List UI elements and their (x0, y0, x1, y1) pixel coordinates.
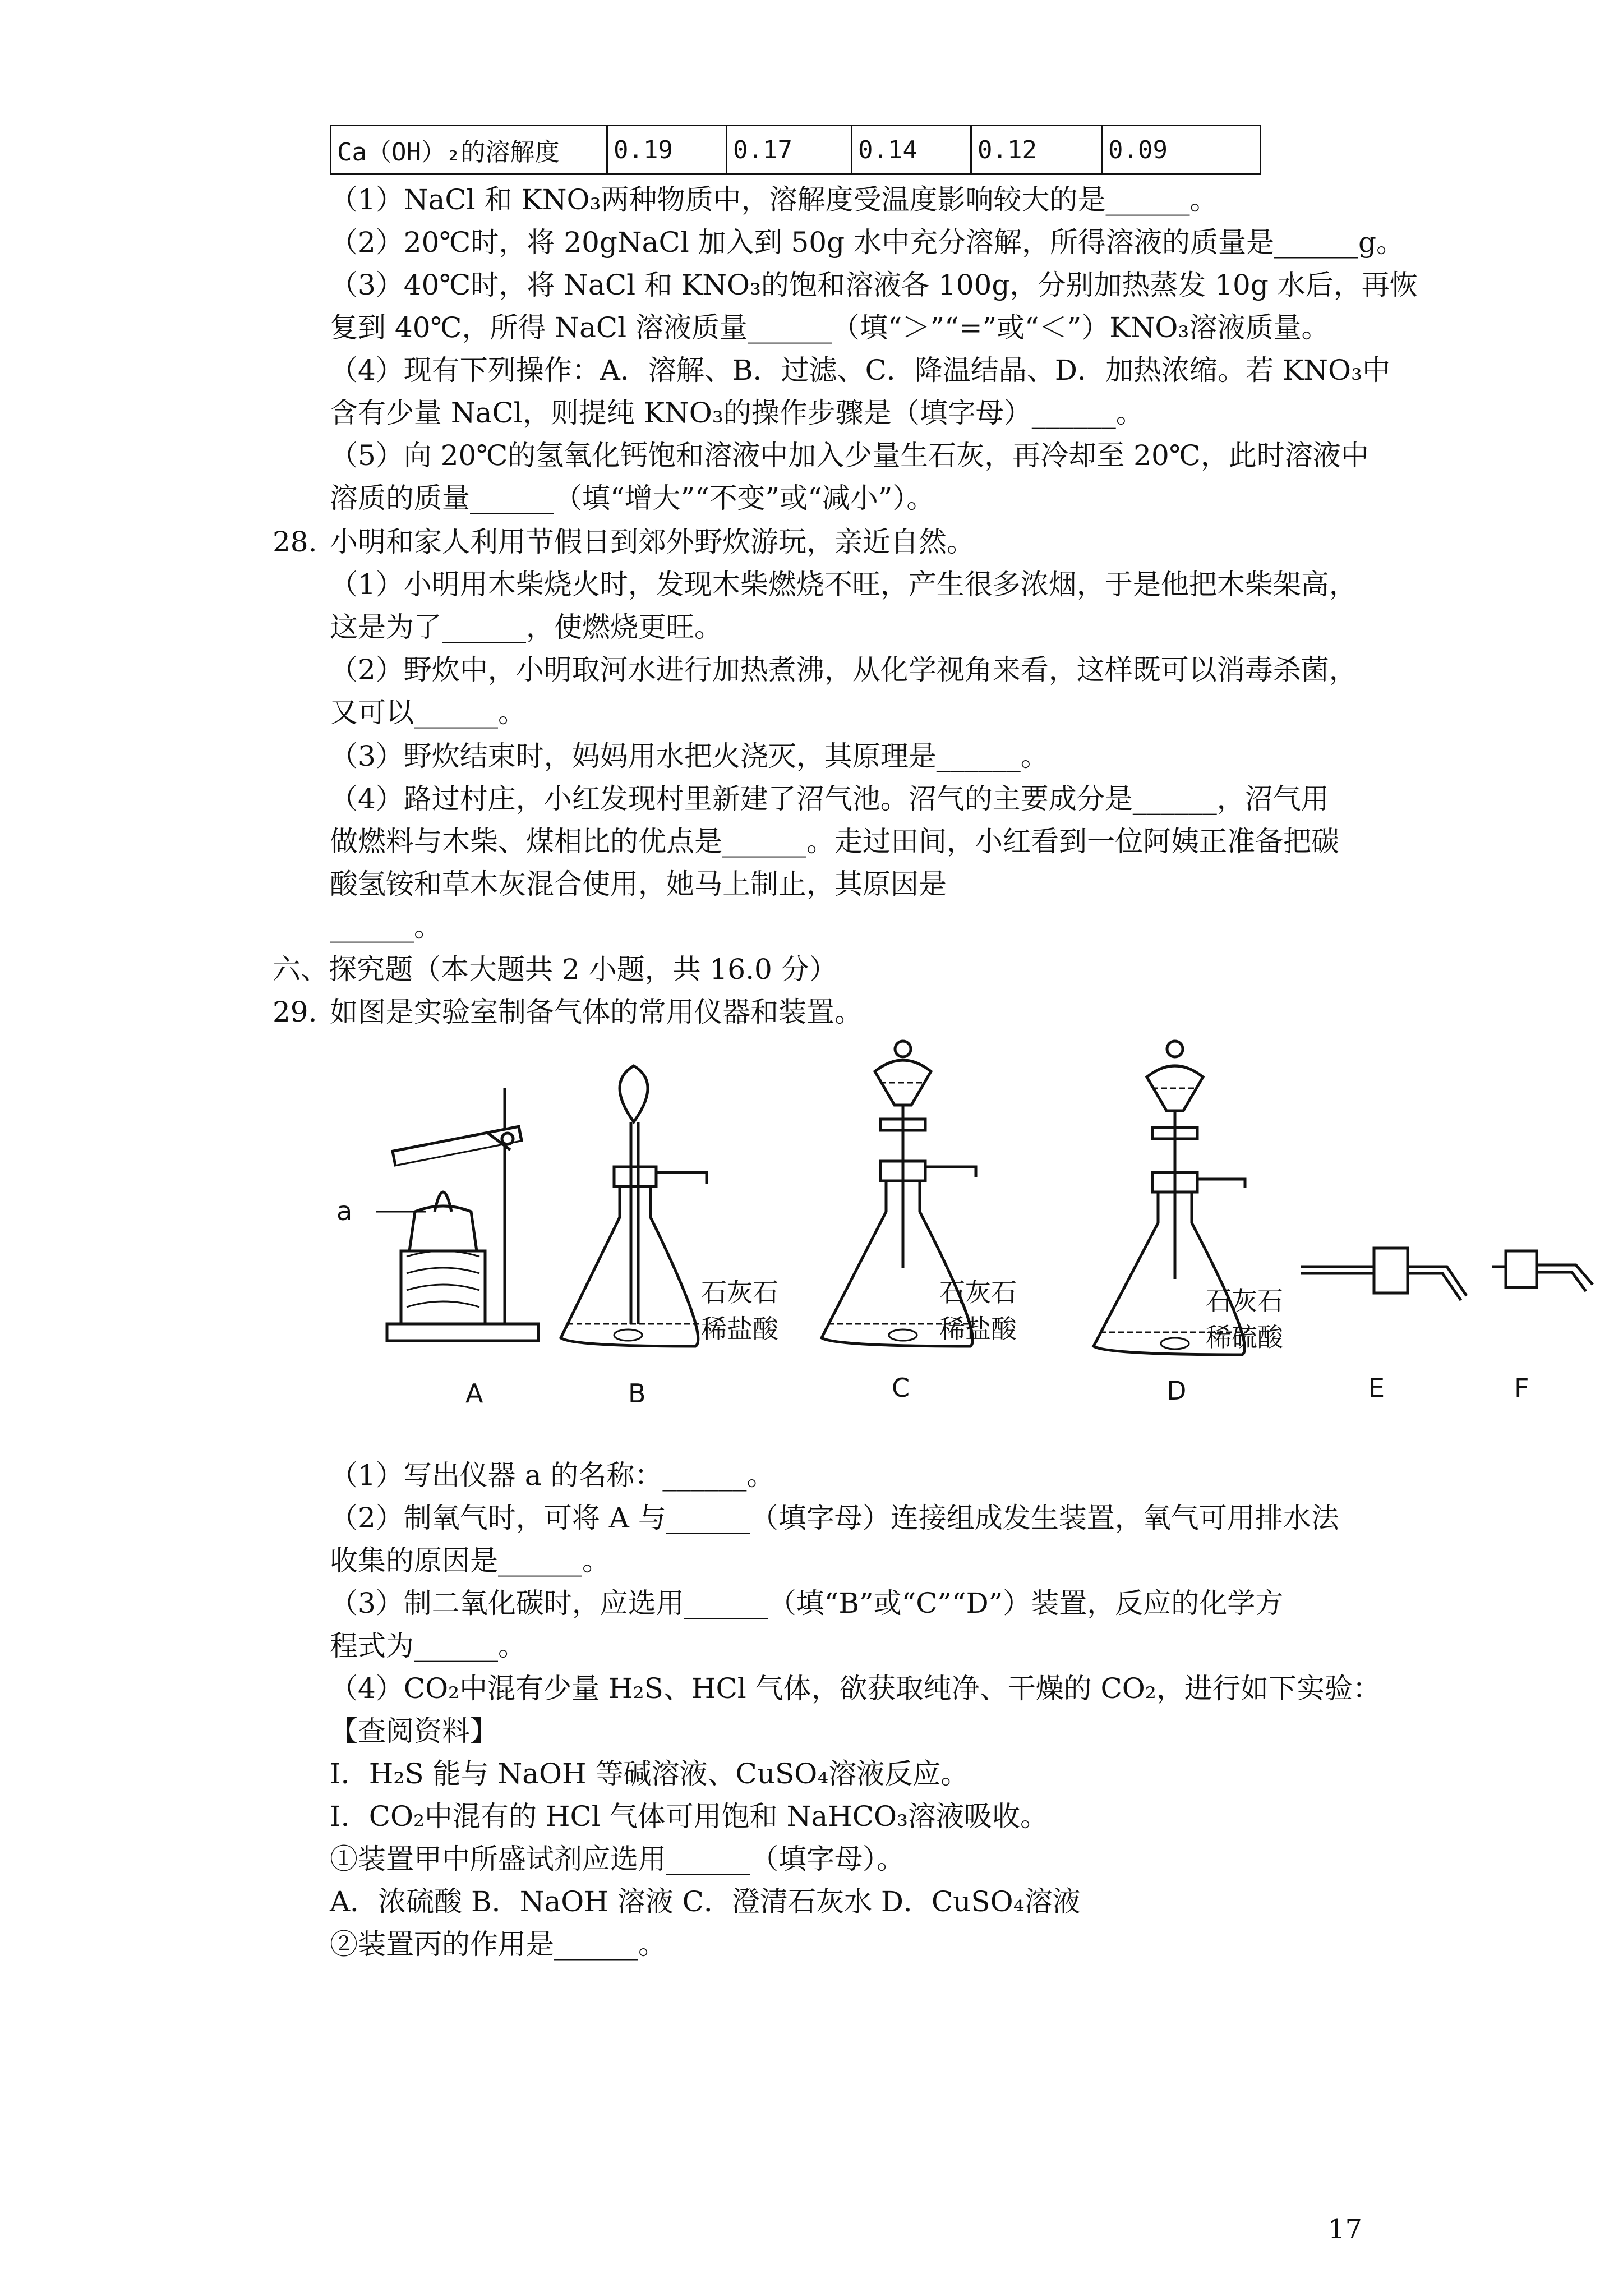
reagent-label: 稀盐酸 (701, 1314, 778, 1344)
q28-line: ______。 (330, 910, 442, 943)
q27-line: （3）40℃时，将 NaCl 和 KNO₃的饱和溶液各 100g，分别加热蒸发 10g 水后，再恢 (330, 269, 1418, 301)
apparatus-diagram (314, 1032, 1604, 1414)
table-cell: 0.17 (727, 126, 852, 174)
q29-line: A．浓硫酸 B．NaOH 溶液 C．澄清石灰水 D．CuSO₄溶液 (330, 1885, 1081, 1918)
q29-line: （4）CO₂中混有少量 H₂S、HCl 气体，欲获取纯净、干燥的 CO₂，进行如下实验： (330, 1672, 1381, 1705)
q29-line: （2）制氧气时，可将 A 与______（填字母）连接组成发生装置，氧气可用排水法 (330, 1502, 1339, 1534)
figure-label-D: D (1166, 1375, 1187, 1406)
apparatus-E (1301, 1248, 1467, 1300)
apparatus-B (561, 1066, 707, 1346)
q27-line: （2）20℃时，将 20gNaCl 加入到 50g 水中充分溶解，所得溶液的质量是______g。 (330, 226, 1405, 259)
q28-line: （1）小明用木柴烧火时，发现木柴燃烧不旺，产生很多浓烟，于是他把木柴架高， (330, 568, 1357, 601)
figure-label-F: F (1514, 1373, 1529, 1403)
q29-line: （3）制二氧化碳时，应选用______（填“B”或“C”“D”）装置，反应的化学方 (330, 1587, 1284, 1619)
q28-line: （3）野炊结束时，妈妈用水把火浇灭，其原理是______。 (330, 740, 1049, 772)
q27-line: 复到 40℃，所得 NaCl 溶液质量______（填“＞”“=”或“＜”）KNO₃溶液质量。 (330, 311, 1330, 344)
q29-line: 收集的原因是______。 (330, 1544, 610, 1577)
q28-line: 做燃料与木柴、煤相比的优点是______。走过田间，小红看到一位阿姨正准备把碳 (330, 825, 1339, 858)
q28-line: （2）野炊中，小明取河水进行加热煮沸，从化学视角来看，这样既可以消毒杀菌， (330, 654, 1357, 686)
q28-line: 这是为了______，使燃烧更旺。 (330, 611, 722, 643)
q27-line: 含有少量 NaCl，则提纯 KNO₃的操作步骤是（填字母）______。 (330, 397, 1144, 429)
figure-label-A: A (465, 1378, 483, 1409)
q29-line: ①装置甲中所盛试剂应选用______（填字母）。 (330, 1843, 905, 1875)
q27-line: （4）现有下列操作：A．溶解、B．过滤、C．降温结晶、D．加热浓缩。若 KNO₃中 (330, 354, 1391, 386)
apparatus-F (1492, 1251, 1593, 1291)
question-number: 29. (273, 996, 317, 1028)
table-cell: 0.19 (607, 126, 727, 174)
reagent-label: 稀盐酸 (939, 1314, 1017, 1344)
reagent-label: 石灰石 (701, 1277, 778, 1308)
q29-line: I．CO₂中混有的 HCl 气体可用饱和 NaHCO₃溶液吸收。 (330, 1800, 1049, 1833)
figure-label-C: C (892, 1373, 910, 1403)
q29-line: 【查阅资料】 (330, 1715, 498, 1747)
reagent-label: 石灰石 (939, 1277, 1017, 1308)
q28-line: （4）路过村庄，小红发现村里新建了沼气池。沼气的主要成分是______，沼气用 (330, 783, 1329, 815)
q27-line: （5）向 20℃的氢氧化钙饱和溶液中加入少量生石灰，再冷却至 20℃，此时溶液中 (330, 439, 1369, 472)
q27-line: 溶质的质量______（填“增大”“不变”或“减小”）。 (330, 482, 935, 514)
reagent-label: 稀硫酸 (1206, 1322, 1283, 1352)
question-title: 小明和家人利用节假日到郊外野炊游玩，亲近自然。 (330, 526, 975, 558)
question-number: 28. (273, 526, 317, 558)
table-cell: 0.14 (852, 126, 971, 174)
table-row (331, 126, 1261, 174)
figure-label-E: E (1368, 1373, 1385, 1403)
q29-line: I．H₂S 能与 NaOH 等碱溶液、CuSO₄溶液反应。 (330, 1757, 969, 1790)
table-row-label: Ca（OH）₂的溶解度 (331, 126, 607, 174)
q29-line: 程式为______。 (330, 1630, 526, 1662)
solubility-table (330, 125, 1261, 175)
q29-line: （1）写出仪器 a 的名称：______。 (330, 1459, 775, 1492)
reagent-label: 石灰石 (1206, 1286, 1283, 1316)
figure-label-B: B (628, 1378, 646, 1409)
section-heading: 六、探究题（本大题共 2 小题，共 16.0 分） (273, 953, 837, 986)
table-cell: 0.09 (1102, 126, 1261, 174)
q27-line: （1）NaCl 和 KNO₃两种物质中，溶解度受温度影响较大的是______。 (330, 183, 1218, 216)
q29-line: ②装置丙的作用是______。 (330, 1928, 666, 1961)
q28-line: 又可以______。 (330, 696, 526, 729)
apparatus-A (376, 1088, 538, 1341)
question-title: 如图是实验室制备气体的常用仪器和装置。 (330, 996, 863, 1028)
label-a: a (336, 1196, 353, 1226)
table-cell: 0.12 (971, 126, 1102, 174)
page-number: 17 (1328, 2214, 1363, 2245)
q28-line: 酸氢铵和草木灰混合使用，她马上制止，其原因是 (330, 868, 947, 900)
apparatus-figure (314, 1032, 1604, 1414)
